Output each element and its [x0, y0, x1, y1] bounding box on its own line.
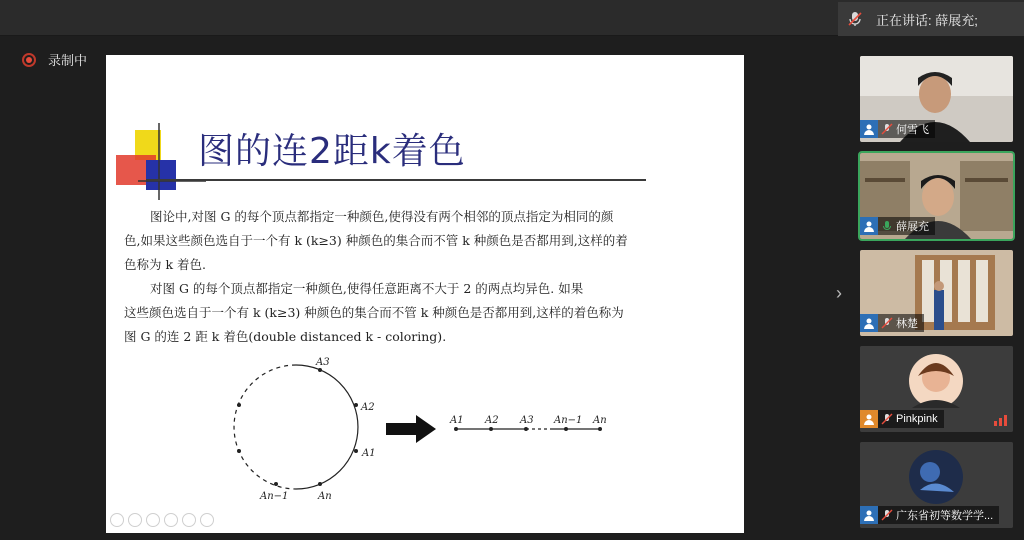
- vertex-an: [318, 482, 322, 486]
- label-circle-a2: A2: [361, 402, 375, 413]
- person-icon: [860, 410, 878, 428]
- participant-name: 薛展充: [896, 221, 929, 233]
- label-path-a1: A1: [450, 415, 464, 426]
- label-circle-an: An: [318, 491, 332, 502]
- slide-decoration: [106, 55, 206, 205]
- chevron-right-icon[interactable]: ›: [836, 283, 842, 303]
- speaking-label: 正在讲话: 薛展充;: [876, 12, 978, 28]
- para2-line3: 图 G 的连 2 距 k 着色(double distanced k - coloring).: [124, 329, 447, 344]
- label-path-an-1: An−1: [554, 415, 583, 426]
- participant-name: 广东省初等数学学...: [896, 510, 994, 522]
- vertex-a3: [318, 368, 322, 372]
- para1-line2: 色,如果这些颜色选自于一个有 k (k≥3) 种颜色的集合而不管 k 种颜色是否都用到,这样的着: [124, 233, 628, 248]
- label-path-a3: A3: [520, 415, 534, 426]
- label-path-a2: A2: [485, 415, 499, 426]
- recording-indicator: [22, 50, 87, 69]
- mic-active-icon: [878, 217, 896, 235]
- mic-muted-icon: [878, 314, 896, 332]
- participant-tile-3[interactable]: [860, 250, 1013, 336]
- paragraph-definition-double-distanced: [124, 277, 716, 349]
- participant-tile-4[interactable]: [860, 346, 1013, 432]
- mic-muted-icon: [878, 120, 896, 138]
- vertex-an-1: [274, 482, 278, 486]
- top-bar: [0, 0, 1024, 36]
- paragraph-definition-k-coloring: [124, 205, 716, 277]
- cycle-to-path-diagram: [216, 353, 636, 503]
- title-divider: [146, 179, 646, 181]
- participant-name-bar: [860, 120, 935, 138]
- person-icon: [860, 120, 878, 138]
- previous-slide-button[interactable]: [110, 513, 124, 527]
- next-slide-button[interactable]: [128, 513, 142, 527]
- mic-muted-icon: [878, 410, 896, 428]
- para2-line2: 这些颜色选自于一个有 k (k≥3) 种颜色的集合而不管 k 种颜色是否都用到,这样的着色称为: [124, 305, 624, 320]
- slide-title: 图的连2距k着色: [198, 131, 466, 172]
- mic-muted-icon: [878, 506, 896, 524]
- zoom-button[interactable]: [182, 513, 196, 527]
- label-path-an: An: [593, 415, 607, 426]
- participant-name-bar: [860, 314, 924, 332]
- person-icon: [860, 506, 878, 524]
- vertex-a1: [354, 449, 358, 453]
- label-circle-a1: A1: [362, 448, 376, 459]
- menu-button[interactable]: [200, 513, 214, 527]
- participant-name: Pinkpink: [896, 413, 938, 425]
- participant-name-bar: [860, 217, 935, 235]
- active-speaker-indicator: [838, 2, 1024, 36]
- shared-slide: [106, 55, 744, 533]
- person-icon: [860, 314, 878, 332]
- vertex-a2: [354, 403, 358, 407]
- participant-name-bar: [860, 410, 944, 428]
- person-icon: [860, 217, 878, 235]
- para1-line3: 色称为 k 着色.: [124, 257, 206, 272]
- para1-line1: 图论中,对图 G 的每个顶点都指定一种颜色,使得没有两个相邻的顶点指定为相同的颜: [150, 209, 614, 224]
- participant-tile-5[interactable]: [860, 442, 1013, 528]
- participant-name: 林楚: [896, 318, 918, 330]
- participant-tile-1[interactable]: [860, 56, 1013, 142]
- participant-name: 何雪飞: [896, 124, 929, 136]
- mic-muted-icon: [846, 10, 864, 28]
- slide-controls: [110, 513, 214, 527]
- network-signal-icon: [994, 415, 1007, 426]
- pen-tool-button[interactable]: [146, 513, 160, 527]
- label-circle-an-1: An−1: [260, 491, 289, 502]
- arrow-right-icon: [386, 415, 436, 443]
- recording-label: 录制中: [48, 53, 88, 68]
- label-circle-a3: A3: [316, 357, 330, 368]
- record-icon: [22, 53, 36, 67]
- participant-tile-2[interactable]: [860, 153, 1013, 239]
- para2-line1: 对图 G 的每个顶点都指定一种颜色,使得任意距离不大于 2 的两点均异色. 如果: [150, 281, 584, 296]
- copy-button[interactable]: [164, 513, 178, 527]
- participant-name-bar: [860, 506, 999, 524]
